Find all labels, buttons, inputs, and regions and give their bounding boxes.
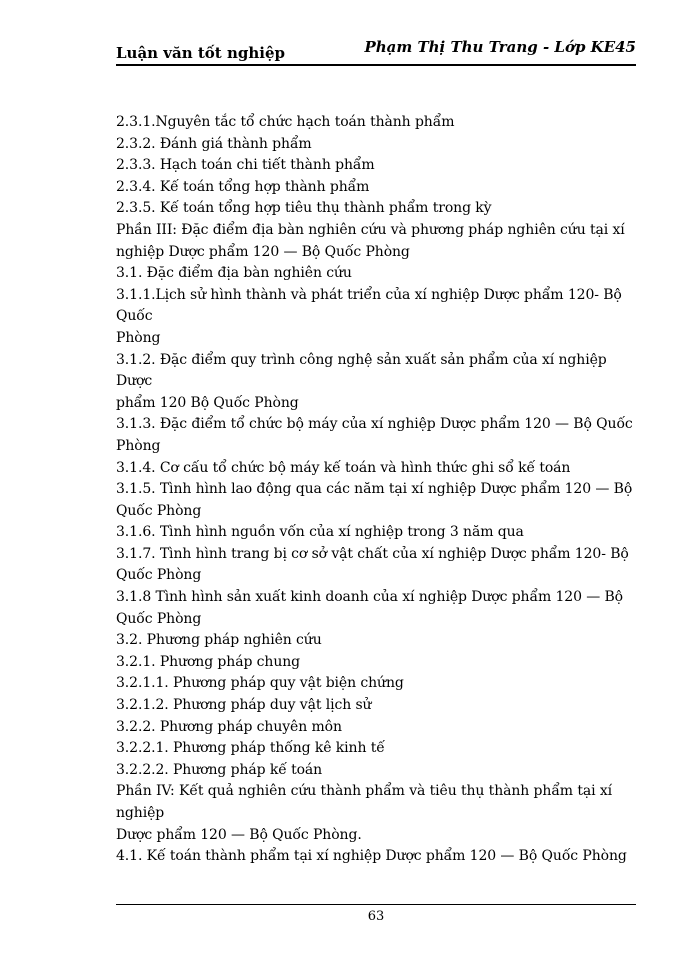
toc-line: 3.2. Phương pháp nghiên cứu	[116, 632, 322, 649]
footer-divider	[116, 904, 636, 905]
toc-line: 3.1.5. Tình hình lao động qua các năm tại xí nghiệp Dược phẩm 120 — Bộ	[116, 481, 633, 498]
toc-line: 3.2.2.1. Phương pháp thống kê kinh tế	[116, 740, 385, 757]
header-author: Phạm Thị Thu Trang - Lớp KE45	[364, 38, 636, 56]
toc-line: Phòng	[116, 329, 161, 346]
toc-line: 3.2.1.2. Phương pháp duy vật lịch sử	[116, 697, 372, 714]
toc-line: 4.1. Kế toán thành phẩm tại xí nghiệp Dược phẩm 120 — Bộ Quốc Phòng	[116, 848, 627, 865]
toc-line: Dược phẩm 120 — Bộ Quốc Phòng.	[116, 826, 362, 843]
toc-line: 2.3.4. Kế toán tổng hợp thành phẩm	[116, 178, 370, 195]
toc-line: 3.1.2. Đặc điểm quy trình công nghệ sản xuất sản phẩm của xí nghiệp Dược	[116, 351, 607, 390]
header-thesis-title: Luận văn tốt nghiệp	[116, 44, 285, 62]
toc-line: 2.3.5. Kế toán tổng hợp tiêu thụ thành phẩm trong kỳ	[116, 200, 492, 217]
toc-line: 3.2.2.2. Phương pháp kế toán	[116, 761, 323, 778]
toc-line: Phần IV: Kết quả nghiên cứu thành phẩm và tiêu thụ thành phẩm tại xí nghiệp	[116, 783, 613, 821]
toc-line: 3.1.4. Cơ cấu tổ chức bộ máy kế toán và hình thức ghi sổ kế toán	[116, 459, 571, 476]
table-of-contents	[116, 112, 636, 868]
page-header	[116, 38, 636, 64]
toc-line: 3.2.1. Phương pháp chung	[116, 653, 301, 670]
toc-line: 2.3.2. Đánh giá thành phẩm	[116, 135, 312, 152]
toc-line: 2.3.1.Nguyên tắc tổ chức hạch toán thành phẩm	[116, 114, 455, 130]
toc-line: Phòng	[116, 437, 161, 454]
toc-line: 3.1.3. Đặc điểm tổ chức bộ máy của xí nghiệp Dược phẩm 120 — Bộ Quốc	[116, 416, 633, 433]
toc-line: Quốc Phòng	[116, 567, 202, 584]
toc-line: 3.1.7. Tình hình trang bị cơ sở vật chất của xí nghiệp Dược phẩm 120- Bộ	[116, 545, 629, 562]
toc-line: Quốc Phòng	[116, 502, 202, 519]
toc-line: 3.1. Đặc điểm địa bàn nghiên cứu	[116, 265, 352, 282]
toc-line: Quốc Phòng	[116, 610, 202, 627]
toc-line: phẩm 120 Bộ Quốc Phòng	[116, 394, 299, 411]
toc-line: 3.2.1.1. Phương pháp quy vật biện chứng	[116, 675, 404, 692]
toc-line: 3.2.2. Phương pháp chuyên môn	[116, 718, 342, 735]
page-number: 63	[367, 909, 385, 924]
toc-line: Phần III: Đặc điểm địa bàn nghiên cứu và phương pháp nghiên cứu tại xí	[116, 221, 625, 238]
toc-line: 3.1.6. Tình hình nguồn vốn của xí nghiệp trong 3 năm qua	[116, 524, 524, 541]
toc-line: nghiệp Dược phẩm 120 — Bộ Quốc Phòng	[116, 243, 410, 260]
toc-line: 3.1.8 Tình hình sản xuất kinh doanh của xí nghiệp Dược phẩm 120 — Bộ	[116, 589, 624, 606]
toc-line: 2.3.3. Hạch toán chi tiết thành phẩm	[116, 157, 375, 174]
toc-line: 3.1.1.Lịch sử hình thành và phát triển của xí nghiệp Dược phẩm 120- Bộ Quốc	[116, 286, 622, 325]
header-divider	[116, 64, 636, 66]
